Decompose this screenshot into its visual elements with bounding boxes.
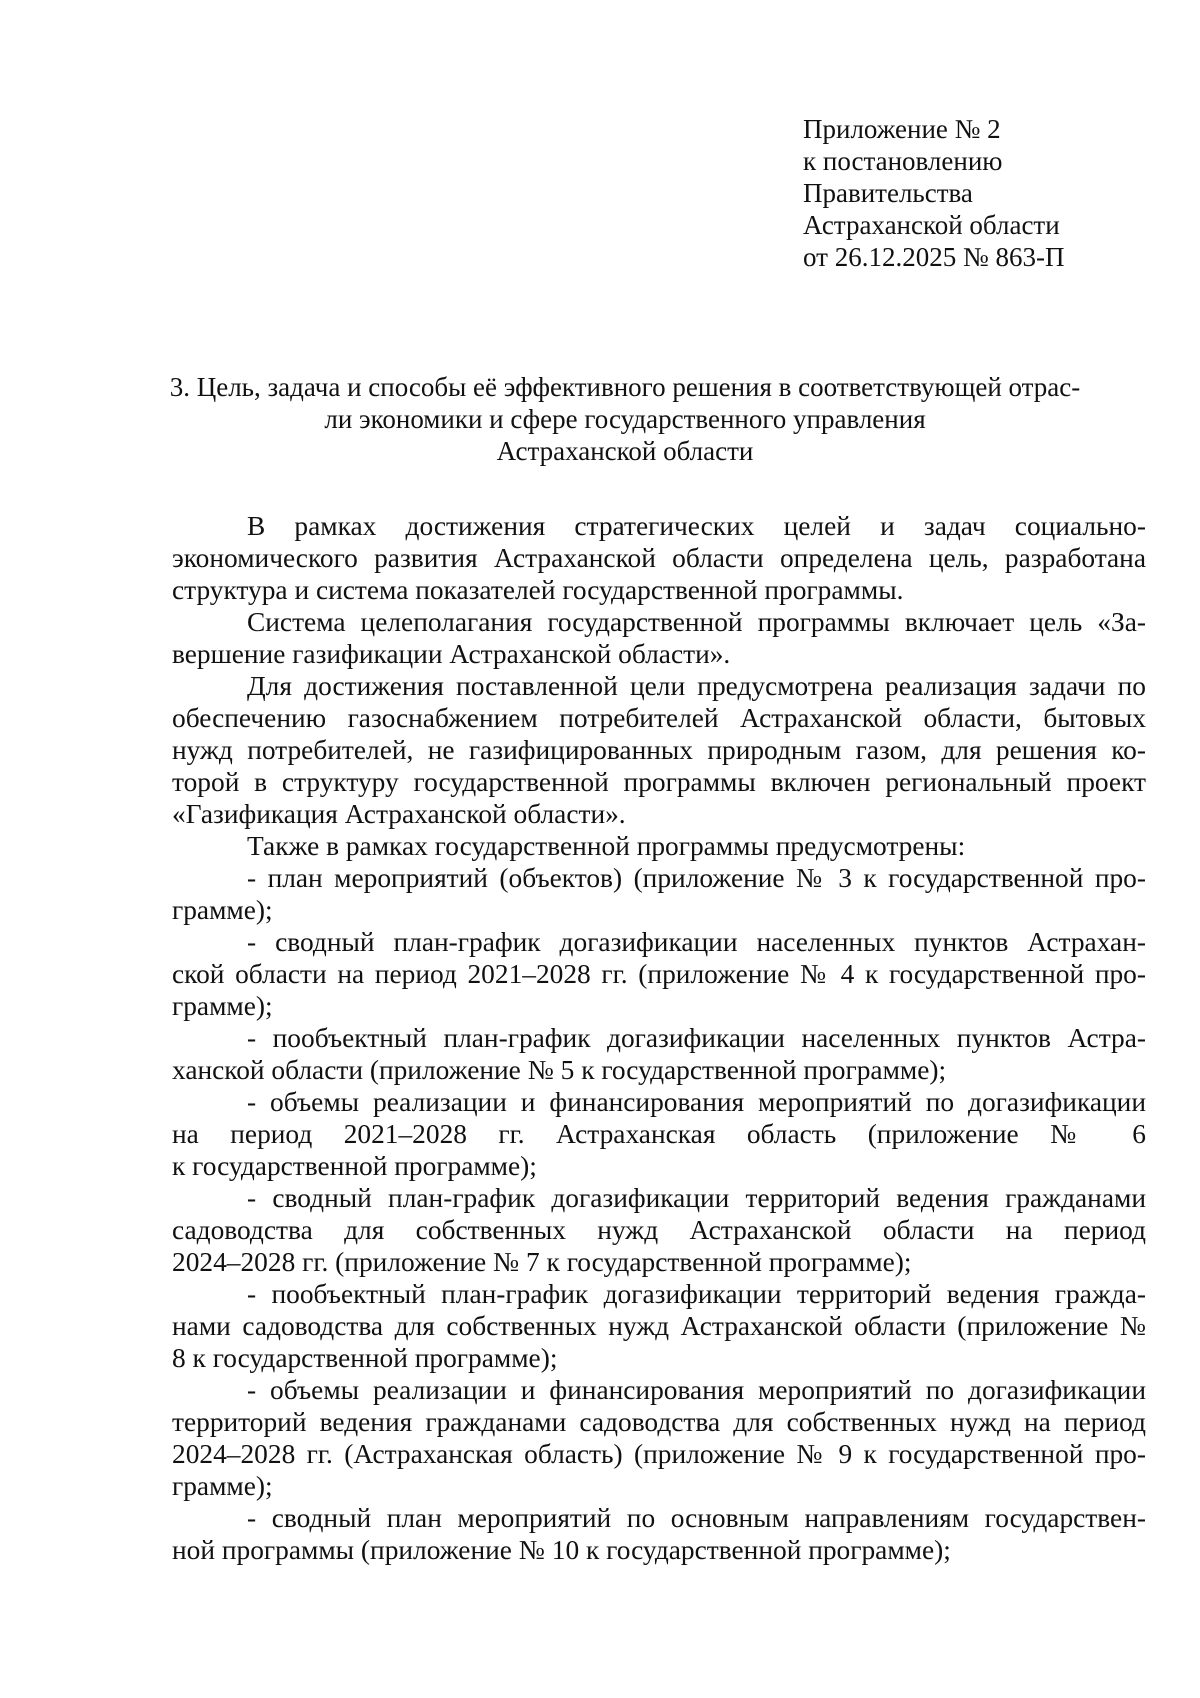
text-line: нужд потребителей, не газифицированных природным газом, для решения ко- <box>172 735 1146 765</box>
text-line: Для достижения поставленной цели предусмотрена реализация задачи по <box>247 671 1146 701</box>
text-line: на период 2021–2028 гг. Астраханская область (приложение № 6 <box>172 1119 1146 1149</box>
paragraph <box>172 830 1146 862</box>
list-item <box>172 862 1146 926</box>
text-line: «Газификация Астраханской области». <box>172 799 626 829</box>
text-line: - план мероприятий (объектов) (приложение № 3 к государственной про- <box>247 863 1146 893</box>
list-item <box>172 1374 1146 1502</box>
text-line: грамме); <box>172 1471 273 1501</box>
section-heading <box>165 371 1085 467</box>
heading-line: Астраханской области <box>496 436 754 466</box>
text-line: вершение газификации Астраханской области». <box>172 639 731 669</box>
paragraph <box>172 606 1146 670</box>
heading-line: 3. Цель, задача и способы её эффективного решения в соответствующей отрас- <box>169 372 1081 402</box>
list-item <box>172 1182 1146 1278</box>
text-line: садоводства для собственных нужд Астраханской области на период <box>172 1215 1146 1245</box>
list-item <box>172 1086 1146 1182</box>
appendix-line: Астраханской области <box>803 210 1060 240</box>
text-line: грамме); <box>172 991 273 1021</box>
text-line: 8 к государственной программе); <box>172 1343 558 1373</box>
text-line: Система целеполагания государственной программы включает цель «За- <box>247 607 1146 637</box>
text-line: к государственной программе); <box>172 1151 537 1181</box>
text-line: - объемы реализации и финансирования мероприятий по догазификации <box>247 1375 1146 1405</box>
text-line: - пообъектный план-график догазификации территорий ведения гражда- <box>247 1279 1146 1309</box>
appendix-line: Правительства <box>803 178 973 208</box>
list-item <box>172 1502 1146 1566</box>
appendix-block <box>803 113 1133 273</box>
text-line: - сводный план мероприятий по основным направлениям государствен- <box>247 1503 1146 1533</box>
text-line: торой в структуру государственной программы включен региональный проект <box>172 767 1146 797</box>
appendix-line: от 26.12.2025 № 863-П <box>803 242 1065 272</box>
text-line: Также в рамках государственной программы предусмотрены: <box>247 831 966 861</box>
text-line: структура и система показателей государственной программы. <box>172 575 904 605</box>
text-line: - сводный план-график догазификации населенных пунктов Астрахан- <box>247 927 1146 957</box>
list-item <box>172 1022 1146 1086</box>
text-line: территорий ведения гражданами садоводства для собственных нужд на период <box>172 1407 1146 1437</box>
appendix-line: к постановлению <box>803 146 1003 176</box>
list-item <box>172 926 1146 1022</box>
text-line: 2024–2028 гг. (приложение № 7 к государственной программе); <box>172 1247 912 1277</box>
text-line: ской области на период 2021–2028 гг. (приложение № 4 к государственной про- <box>172 959 1146 989</box>
heading-line: ли экономики и сфере государственного управления <box>324 404 926 434</box>
paragraph <box>172 670 1146 830</box>
text-line: - пообъектный план-график догазификации населенных пунктов Астра- <box>247 1023 1146 1053</box>
text-line: ной программы (приложение № 10 к государственной программе); <box>172 1535 951 1565</box>
text-line: ханской области (приложение № 5 к государственной программе); <box>172 1055 947 1085</box>
text-line: В рамках достижения стратегических целей и задач социально- <box>247 511 1146 541</box>
text-line: - объемы реализации и финансирования мероприятий по догазификации <box>247 1087 1146 1117</box>
body-text <box>172 510 1146 1566</box>
appendix-line: Приложение № 2 <box>803 114 1001 144</box>
text-line: - сводный план-график догазификации территорий ведения гражданами <box>247 1183 1146 1213</box>
text-line: экономического развития Астраханской области определена цель, разработана <box>172 543 1146 573</box>
paragraph <box>172 510 1146 606</box>
text-line: грамме); <box>172 895 273 925</box>
text-line: 2024–2028 гг. (Астраханская область) (приложение № 9 к государственной про- <box>172 1439 1146 1469</box>
text-line: обеспечению газоснабжением потребителей Астраханской области, бытовых <box>172 703 1146 733</box>
list-item <box>172 1278 1146 1374</box>
text-line: нами садоводства для собственных нужд Астраханской области (приложение № <box>172 1311 1146 1341</box>
